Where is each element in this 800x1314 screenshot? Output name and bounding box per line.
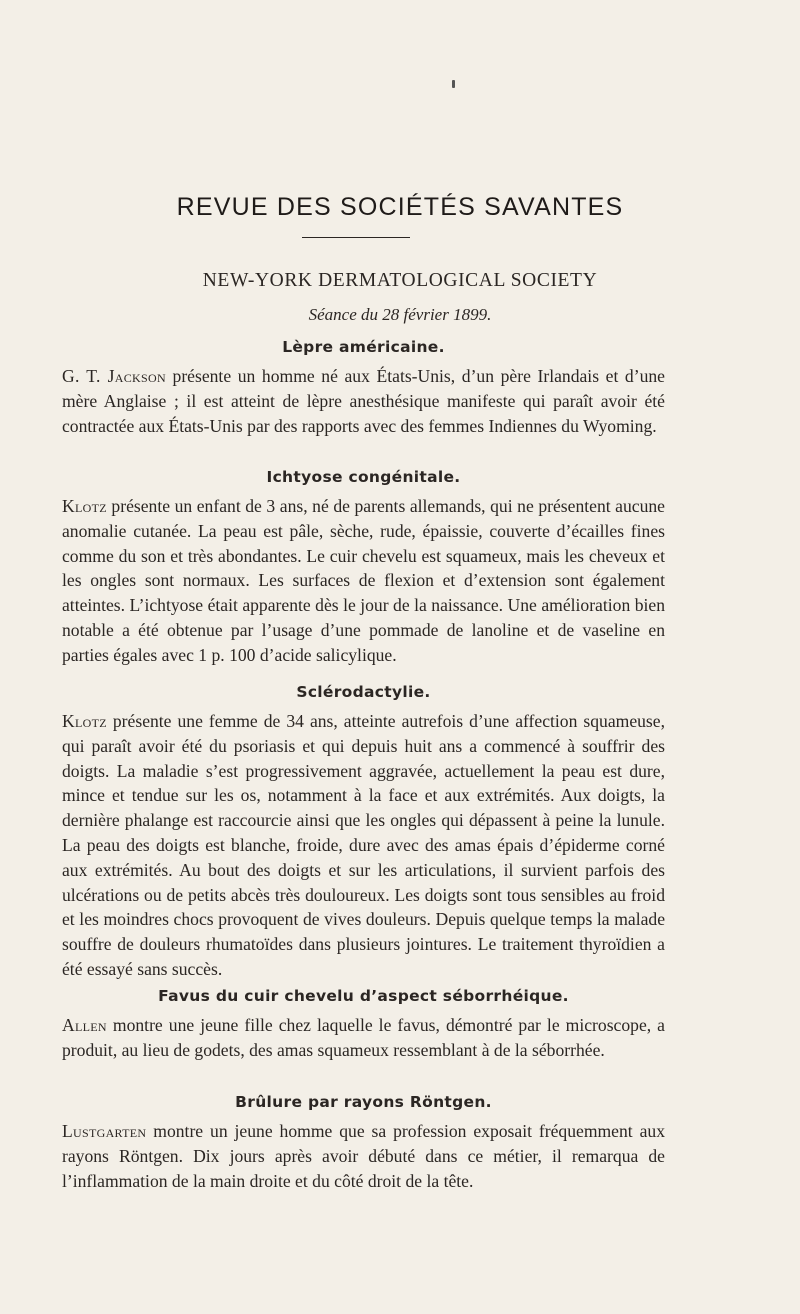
section-text: montre un jeune homme que sa profession exposait fréquemment aux rayons Röntgen. Dix jours après avoir débuté dans ce métier, il remarqua de l’inflammation de la main droite et du côté droit de la tête. xyxy=(62,1121,665,1191)
author-name: G. T. Jackson xyxy=(62,366,166,386)
section-lepre xyxy=(62,338,665,438)
author-name: Klotz xyxy=(62,496,107,516)
section-body xyxy=(62,1119,665,1193)
section-heading: Lèpre américaine. xyxy=(282,338,445,356)
section-body xyxy=(62,494,665,668)
section-sclerodactylie xyxy=(62,683,665,982)
section-ichtyose xyxy=(62,468,665,668)
section-text: montre une jeune fille chez laquelle le favus, démontré par le microscope, a produit, au lieu de godets, des amas squameux ressemblant à de la séborrhée. xyxy=(62,1015,665,1060)
section-favus xyxy=(62,987,665,1063)
page-title: REVUE DES SOCIÉTÉS SAVANTES xyxy=(176,193,624,221)
title-divider xyxy=(302,237,410,238)
print-speck xyxy=(452,80,455,88)
session-date: Séance du 28 février 1899. xyxy=(308,305,492,324)
section-body xyxy=(62,364,665,438)
section-body xyxy=(62,1013,665,1063)
section-text: présente un homme né aux États-Unis, d’un père Irlandais et d’une mère Anglaise ; il est atteint de lèpre anesthésique manifeste qui paraît avoir été contractée aux États-Unis par des rapports avec des femmes Indiennes du Wyoming. xyxy=(62,366,665,436)
society-name: NEW-YORK DERMATOLOGICAL SOCIETY xyxy=(202,270,598,291)
section-text: présente un enfant de 3 ans, né de parents allemands, qui ne présentent aucune anomalie cutanée. La peau est pâle, sèche, rude, épaissie, couverte d’écailles fines comme du son et très abondantes. Le cuir chevelu est squameux, mais les cheveux et les ongles sont normaux. Les surfaces de flexion et d’extension sont également atteintes. L’ichtyose était apparente dès le jour de la naissance. Une amélioration bien notable a été obtenue par l’usage d’une pommade de lanoline et de vaseline en parties égales avec 1 p. 100 d’acide salicylique. xyxy=(62,496,665,665)
section-rontgen xyxy=(62,1093,665,1193)
section-body xyxy=(62,709,665,982)
section-heading: Favus du cuir chevelu d’aspect séborrhéique. xyxy=(158,987,569,1005)
section-heading: Sclérodactylie. xyxy=(296,683,431,701)
author-name: Lustgarten xyxy=(62,1121,147,1141)
author-name: Allen xyxy=(62,1015,107,1035)
author-name: Klotz xyxy=(62,711,107,731)
section-heading: Ichtyose congénitale. xyxy=(266,468,461,486)
section-text: présente une femme de 34 ans, atteinte autrefois d’une affection squameuse, qui paraît avoir été du psoriasis et qui depuis huit ans a commencé à souffrir des doigts. La maladie s’est progressivement aggravée, actuellement la peau est dure, mince et tendue sur les os, notamment à la face et aux extrémités. Aux doigts, la dernière phalange est raccourcie ainsi que les ongles qui dépassent à peine la lunule. La peau des doigts est blanche, froide, dure avec des amas épais d’épiderme corné aux extrémités. Au bout des doigts et sur les articulations, il survient parfois des ulcérations ou de petits abcès très douloureux. Les doigts sont tous sensibles au froid et les moindres chocs provoquent de vives douleurs. Depuis quelque temps la malade souffre de douleurs rhumatoïdes dans plusieurs jointures. Le traitement thyroïdien a été essayé sans succès. xyxy=(62,711,665,979)
section-heading: Brûlure par rayons Röntgen. xyxy=(235,1093,492,1111)
